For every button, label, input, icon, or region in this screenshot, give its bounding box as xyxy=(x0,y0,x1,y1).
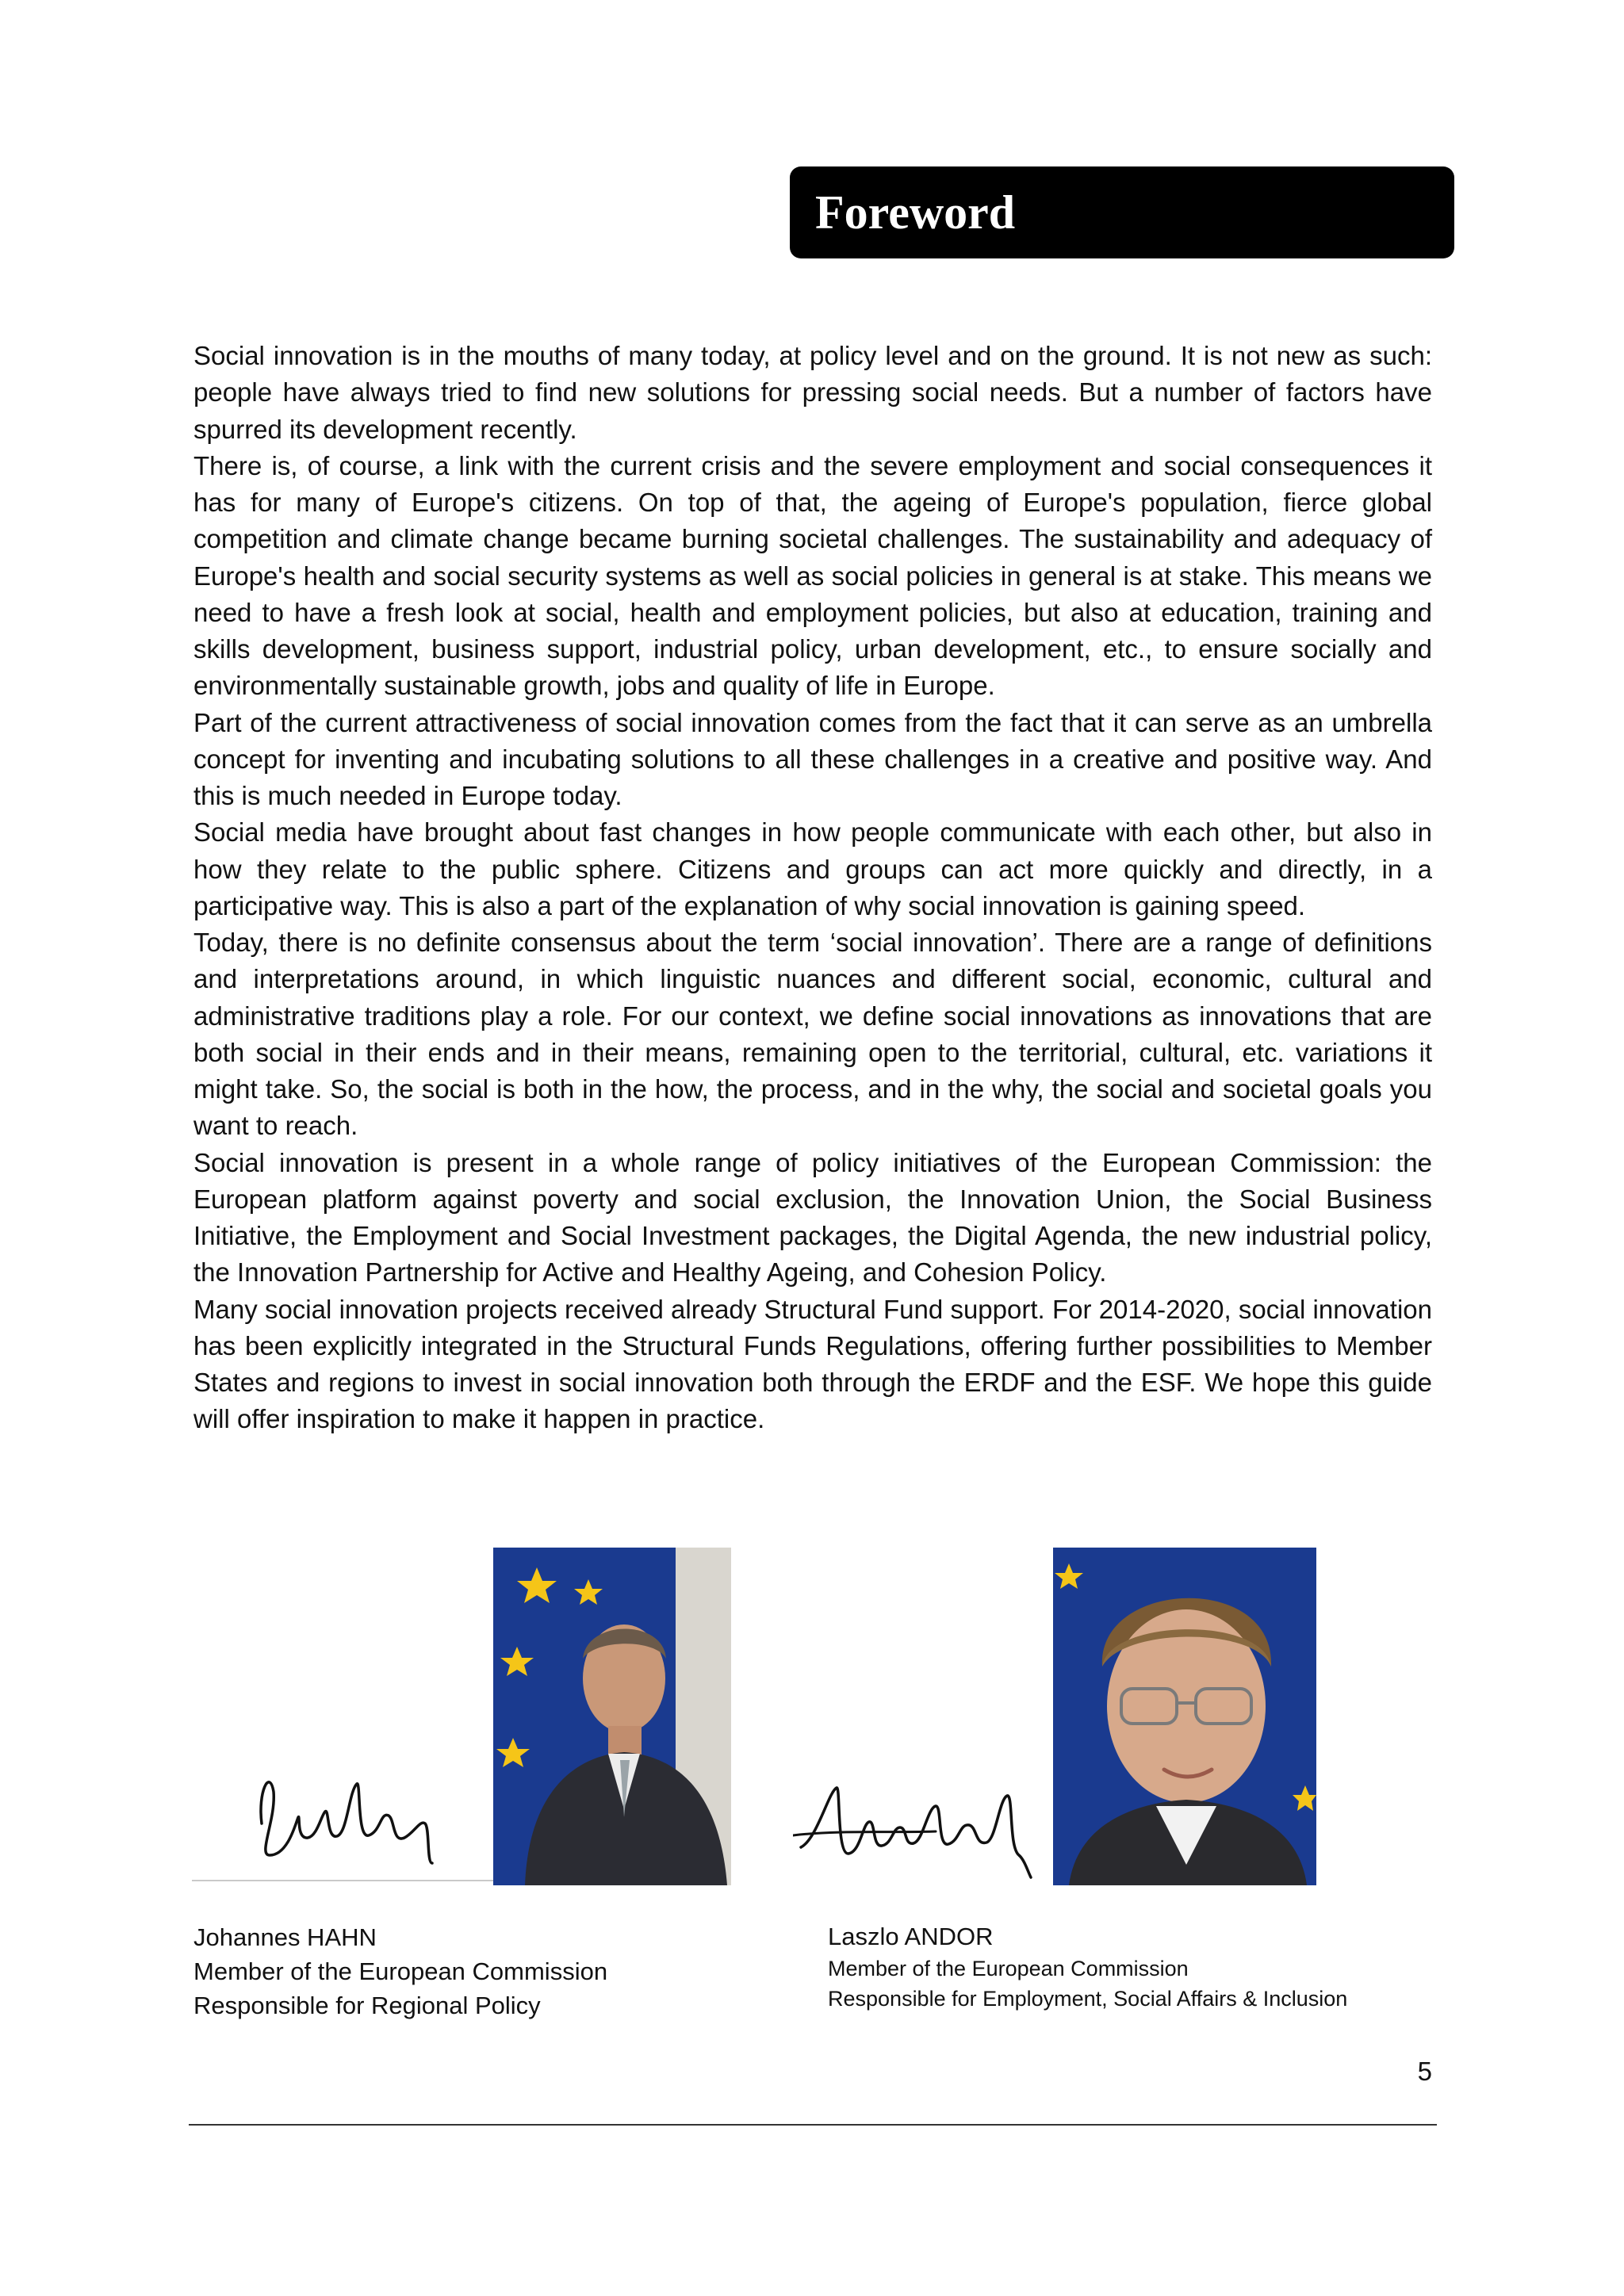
portrait-photo xyxy=(493,1548,731,1885)
paragraph: There is, of course, a link with the current crisis and the severe employment and social consequences it has for many of Europe's citizens. On top of that, the ageing of Europe's population, fierce global competition and climate change became burning societal challenges. The sustainability and adequacy of Europe's health and social security systems as well as social policies in general is at stake. This means we need to have a fresh look at social, health and employment policies, but also at education, training and skills development, business support, industrial policy, urban development, etc., to ensure socially and environmentally sustainable growth, jobs and quality of life in Europe. xyxy=(193,450,1432,701)
signature-hahn xyxy=(238,1744,476,1871)
paragraph: Social media have brought about fast changes in how people communicate with each other, but also in how they relate to the public sphere. Citizens and groups can act more quickly and directly, in a participative way. This is also a part of the explanation of why social innovation is gaining speed. xyxy=(193,817,1432,920)
signature-andor xyxy=(793,1760,1039,1887)
signatory-name: Laszlo ANDOR xyxy=(828,1923,994,1950)
paragraph: Today, there is no definite consensus about the term ‘social innovation’. There are a range of definitions and interpretations around, in which linguistic nuances and different social, economic, cultural and administrative traditions play a role. For our context, we define social innovations as innovations that are both social in their ends and in their means, remaining open to the territorial, cultural, etc. variations it might take. So, the social is both in the how, the process, and in the why, the social and societal goals you want to reach. xyxy=(193,928,1432,1141)
handwritten-signature-icon xyxy=(793,1760,1039,1887)
portrait-photo xyxy=(1053,1548,1316,1885)
page-number: 5 xyxy=(1417,2057,1432,2086)
signature-underline xyxy=(192,1880,495,1881)
handwritten-signature-icon xyxy=(238,1744,476,1871)
paragraph: Many social innovation projects received already Structural Fund support. For 2014-2020, social innovation has been explicitly integrated in the Structural Funds Regulations, offering further possibilities to Member States and regions to invest in social innovation both through the ERDF and the ESF. We hope this guide will offer inspiration to make it happen in practice. xyxy=(193,1294,1432,1434)
foreword-body xyxy=(193,338,1432,1438)
signatory-portfolio: Responsible for Employment, Social Affairs & Inclusion xyxy=(828,1987,1348,2011)
page-title: Foreword xyxy=(815,186,1016,239)
footer-rule xyxy=(189,2124,1437,2126)
signatory-hahn xyxy=(193,1920,607,2022)
signatory-role: Member of the European Commission xyxy=(828,1957,1189,1980)
paragraph: Social innovation is in the mouths of many today, at policy level and on the ground. It is not new as such: people have always tried to find new solutions for pressing social needs. But a number of factors have spurred its development recently. xyxy=(193,341,1432,444)
signatory-name: Johannes HAHN xyxy=(193,1923,377,1951)
paragraph: Part of the current attractiveness of social innovation comes from the fact that it can serve as an umbrella concept for inventing and incubating solutions to all these challenges in a creative and positive way. And this is much needed in Europe today. xyxy=(193,707,1432,810)
signatory-role: Member of the European Commission xyxy=(193,1957,608,1985)
paragraph: Social innovation is present in a whole range of policy initiatives of the European Commission: the European platform against poverty and social exclusion, the Innovation Union, the Social Business Initiative, the Employment and Social Investment packages, the Digital Agenda, the new industrial policy, the Innovation Partnership for Active and Healthy Ageing, and Cohesion Policy. xyxy=(193,1147,1432,1288)
signatory-andor xyxy=(828,1920,1347,2014)
signatory-portfolio: Responsible for Regional Policy xyxy=(193,1992,541,2019)
foreword-banner xyxy=(790,166,1454,258)
